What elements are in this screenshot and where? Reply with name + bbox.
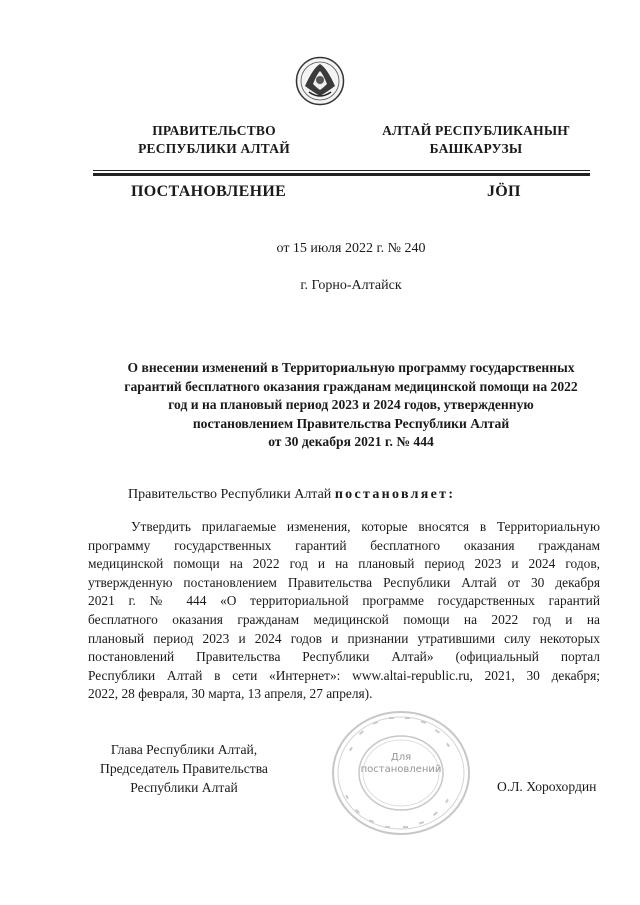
doc-type-alt: JӦП [487, 183, 521, 200]
title-line: постановлением Правительства Республики Алтай [192, 415, 510, 431]
signatory-title [88, 740, 280, 797]
signatory-title-line1: Глава Республики Алтай, [110, 742, 258, 757]
title-line: год и на плановый период 2023 и 2024 годов, утвержденную [168, 397, 534, 412]
title-line: гарантий бесплатного оказания гражданам медицинской помощи на 2022 [124, 378, 578, 394]
title-line: от 30 декабря 2021 г. № 444 [268, 434, 434, 449]
body-line: 2021 г. № 444 «О территориальной программе государственных гарантий [88, 593, 600, 609]
body-line: Утвердить прилагаемые изменения, которые вносятся в Территориальную [131, 519, 600, 534]
government-name-ru-line2: РЕСПУБЛИКИ АЛТАЙ [138, 141, 290, 156]
government-name-alt [366, 122, 586, 158]
government-name-ru-line1: ПРАВИТЕЛЬСТВО [152, 123, 276, 138]
document-body [88, 518, 600, 704]
body-line: программу государственных гарантий бесплатного оказания гражданам [88, 537, 600, 553]
body-line: медицинской помощи на 2022 год и на плановый период 2023 и 2024 годов, [88, 556, 600, 572]
body-line: утвержденную постановлением Правительства Республики Алтай от 30 декабря [88, 574, 600, 590]
decision-verb: постановляет: [334, 487, 456, 502]
decision-clause [128, 487, 455, 503]
signatory-title-line2: Председатель Правительства [100, 761, 268, 776]
coat-of-arms-icon [295, 56, 345, 106]
body-line: плановый период 2023 и 2024 годов и признании утратившими силу некоторых [88, 630, 600, 646]
document-city: г. Горно-Алтайск [300, 278, 402, 293]
government-name-alt-line1: АЛТАЙ РЕСПУБЛИКАНЫҤ [382, 123, 570, 138]
header-divider-thick [93, 173, 590, 176]
signatory-title-line3: Республики Алтай [130, 780, 238, 795]
title-line: О внесении изменений в Территориальную программу государственных [127, 360, 575, 375]
government-name-ru [108, 122, 320, 158]
body-line: Республики Алтай в сети «Интернет»: www.altai-republic.ru, 2021, 30 декабря; [88, 667, 600, 683]
document-date: от 15 июля 2022 г. № 240 [276, 241, 426, 256]
stamp-center-line1: Для [390, 752, 412, 763]
body-line: постановлений Правительства Республики Алтай» (официальный портал [88, 649, 600, 665]
stamp-center-text [329, 752, 473, 776]
government-name-alt-line2: БАШКАРУЗЫ [429, 141, 523, 156]
decision-prefix: Правительство Республики Алтай [128, 487, 332, 502]
stamp-center-line2: постановлений [360, 764, 442, 775]
doc-type-ru: ПОСТАНОВЛЕНИЕ [131, 183, 287, 200]
signatory-name: О.Л. Хорохордин [497, 779, 597, 794]
header-divider-thin [93, 170, 590, 171]
body-line: 2022, 28 февраля, 30 марта, 13 апреля, 27 апреля). [88, 686, 373, 702]
document-title [106, 359, 596, 452]
body-line: бесплатного оказания гражданам медицинской помощи на 2022 год и на [88, 611, 600, 627]
